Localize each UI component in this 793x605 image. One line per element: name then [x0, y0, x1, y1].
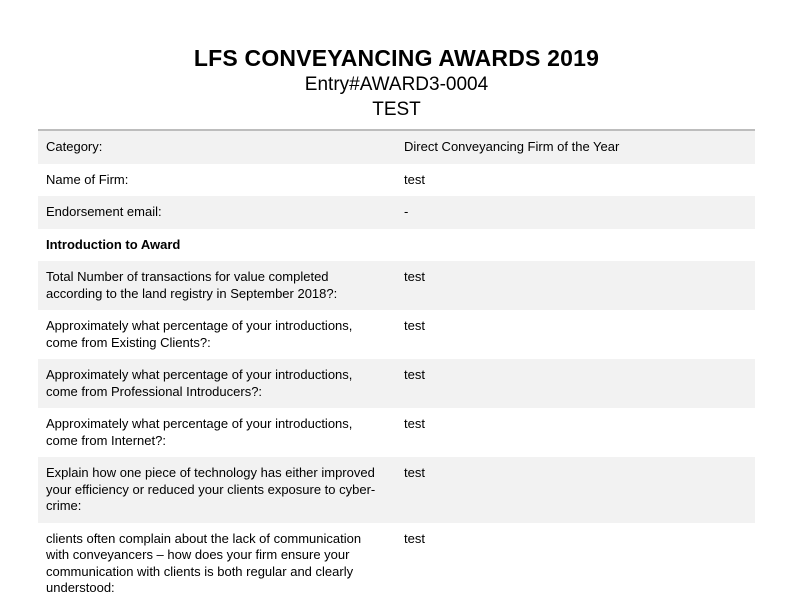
table-row-technology — [38, 457, 755, 523]
table-row-professional-introducers — [38, 359, 755, 408]
entry-number: Entry#AWARD3-0004 — [304, 74, 489, 95]
row-value: test — [404, 416, 425, 431]
row-value: test — [404, 318, 425, 333]
row-label: Endorsement email: — [46, 204, 162, 219]
row-label: clients often complain about the lack of communication with conveyancers – how does your firm ensure your communication with clients is both regular and clearly understood: — [46, 530, 362, 595]
table-row-firm-name — [38, 164, 755, 197]
row-value: test — [404, 171, 425, 187]
row-label: Total Number of transactions for value completed according to the land registry in September 2018?: — [46, 269, 338, 301]
row-label: Approximately what percentage of your introductions, come from Existing Clients?: — [46, 318, 353, 350]
row-value: test — [404, 465, 425, 480]
row-value — [396, 237, 755, 254]
table-row-category — [38, 131, 755, 164]
entry-subtitle: TEST — [372, 99, 421, 120]
row-value: - — [404, 204, 409, 219]
row-value: test — [404, 530, 425, 546]
section-heading-introduction — [38, 229, 755, 262]
document-title: LFS CONVEYANCING AWARDS 2019 — [193, 45, 600, 71]
table-row-internet — [38, 408, 755, 457]
row-label: Approximately what percentage of your introductions, come from Internet?: — [46, 416, 353, 448]
table-row-communication — [38, 523, 755, 605]
row-label: Approximately what percentage of your introductions, come from Professional Introducers?: — [46, 367, 353, 399]
table-row-endorsement-email — [38, 196, 755, 229]
row-value: test — [404, 269, 425, 284]
section-heading-label: Introduction to Award — [46, 236, 181, 252]
row-label: Category: — [46, 139, 103, 154]
entry-details-table — [38, 131, 755, 605]
row-value: Direct Conveyancing Firm of the Year — [404, 139, 620, 154]
row-label: Explain how one piece of technology has either improved your efficiency or reduced your clients exposure to cyber-crime: — [46, 465, 376, 513]
row-value: test — [404, 367, 425, 382]
row-label: Name of Firm: — [46, 171, 129, 187]
table-row-existing-clients — [38, 310, 755, 359]
table-row-transactions — [38, 261, 755, 310]
